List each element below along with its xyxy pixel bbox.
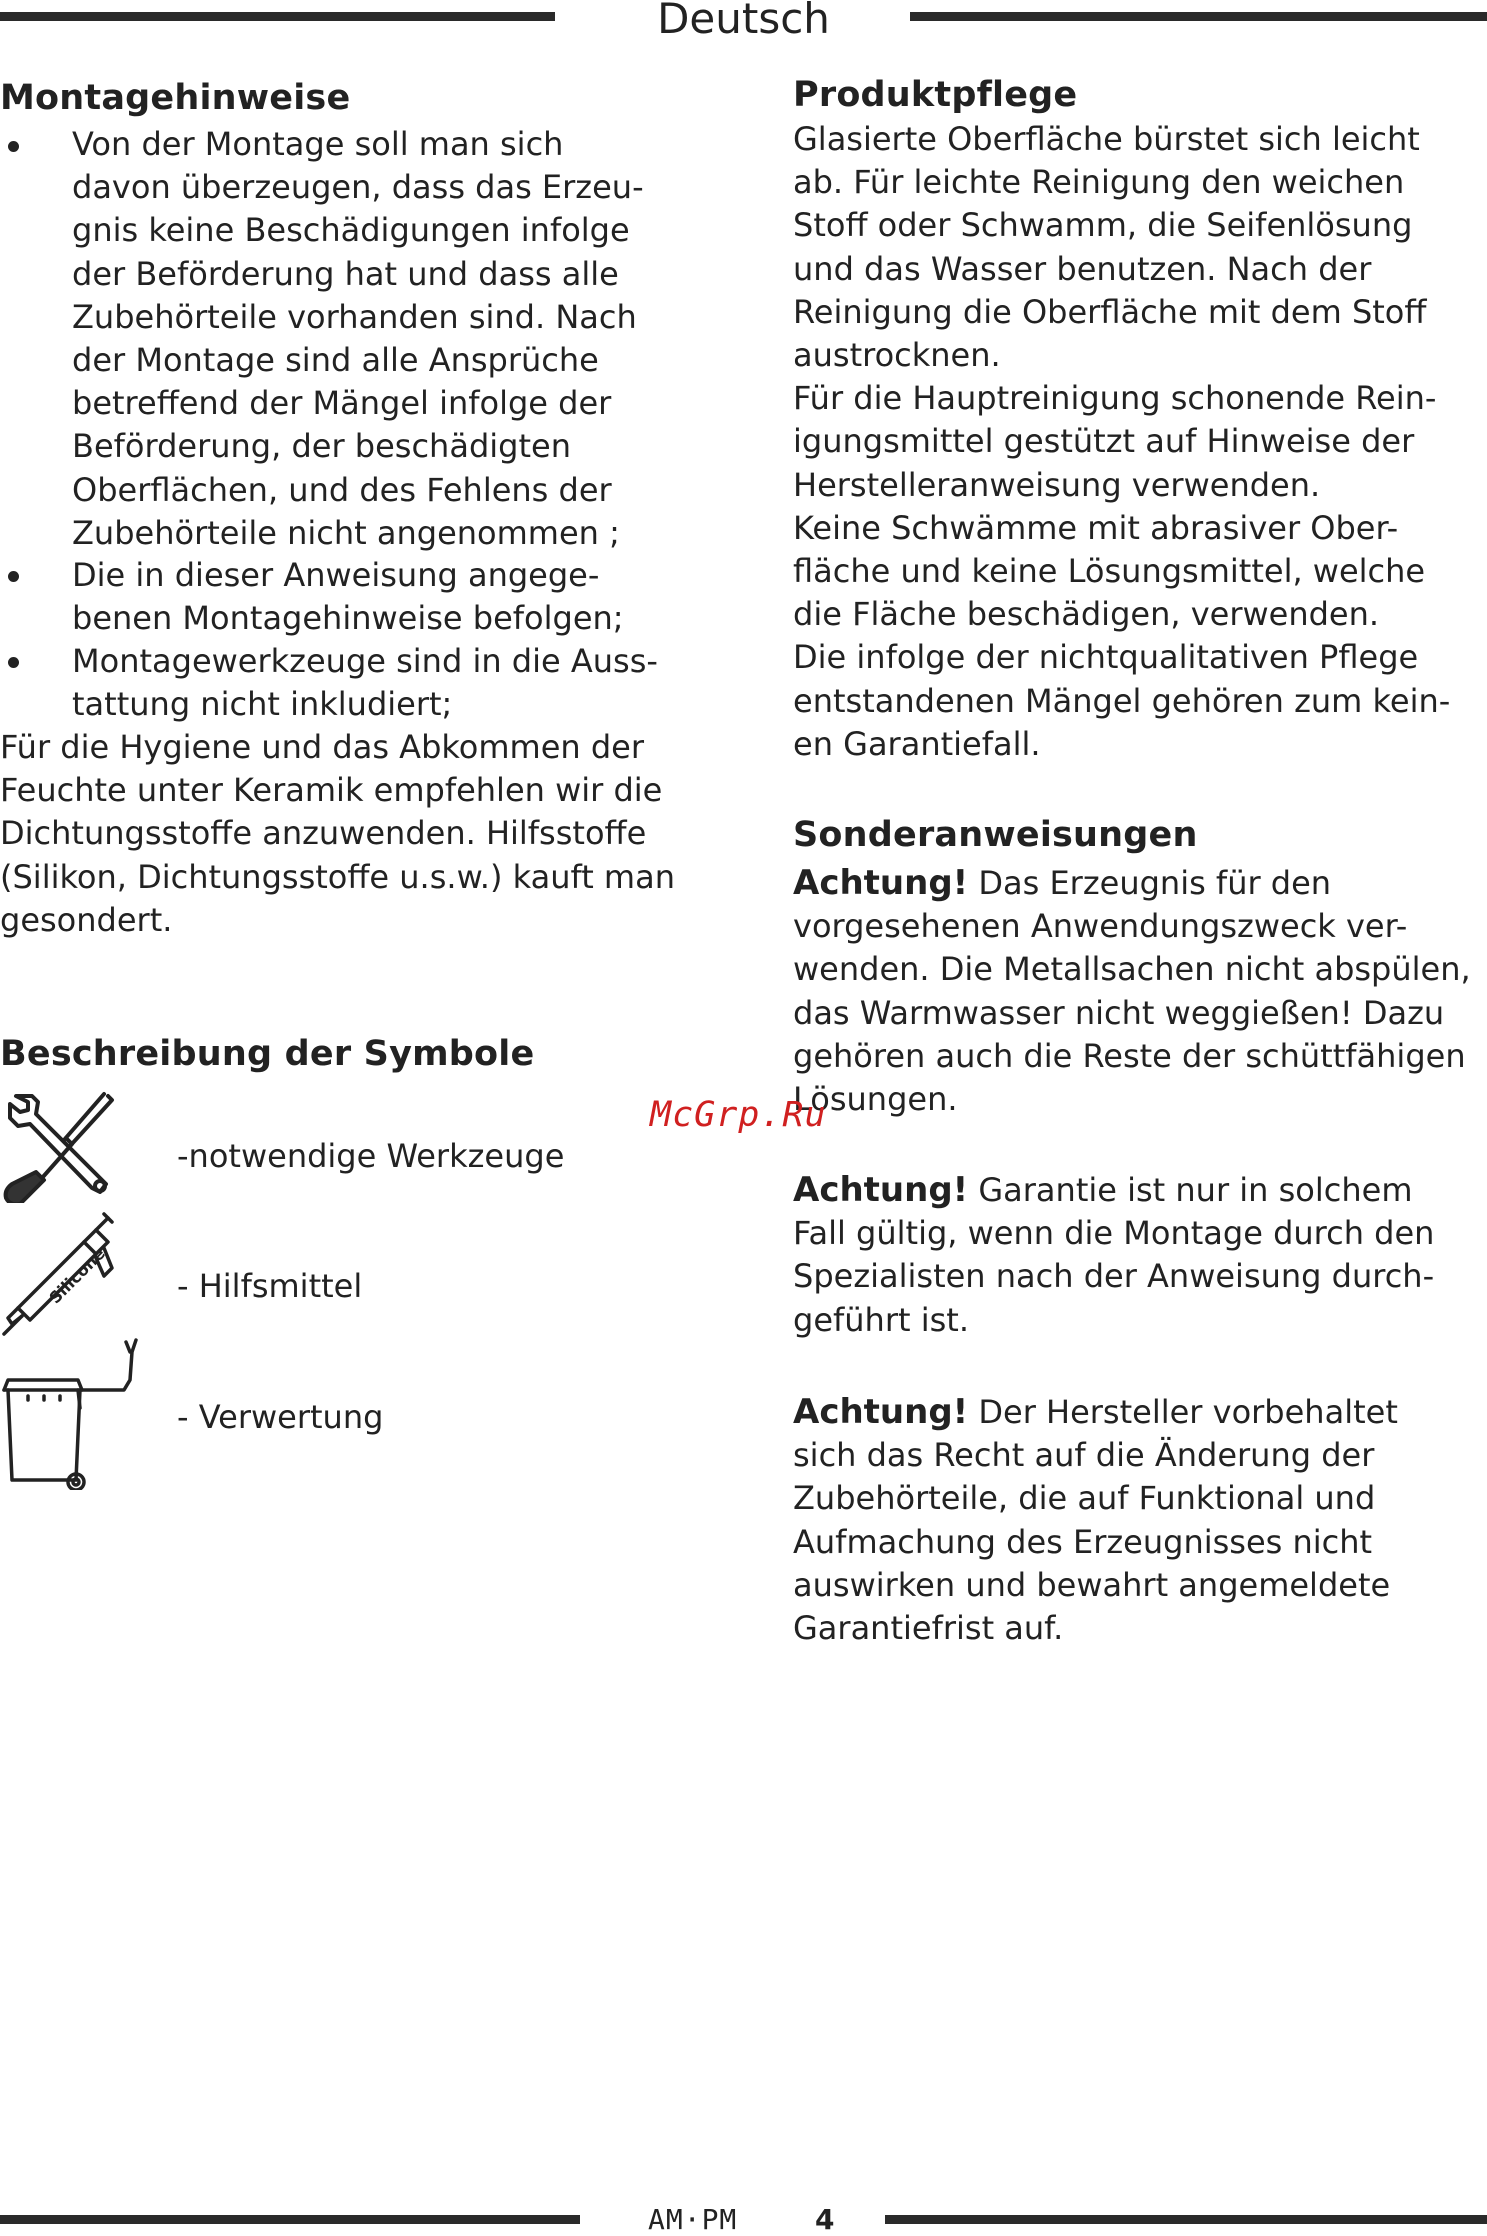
text-line: Montagewerkzeuge sind in die Auss- — [72, 642, 658, 680]
warning-label: Achtung! — [793, 863, 969, 903]
symbol-label-disposal: - Verwertung — [177, 1398, 384, 1436]
text-line: gehören auch die Reste der schüttfähigen — [793, 1036, 1466, 1075]
silicone-label: Silicone — [45, 1244, 109, 1308]
header-language: Deutsch — [657, 0, 830, 43]
page-number: 4 — [815, 2203, 835, 2236]
text-line: der Montage sind alle Ansprüche — [72, 341, 599, 379]
text-line: Zubehörteile, die auf Funktional und — [793, 1479, 1376, 1518]
symbol-label-tools: -notwendige Werkzeuge — [177, 1137, 565, 1175]
text-line: auswirken und bewahrt angemeldete — [793, 1565, 1391, 1604]
text-line: benen Montagehinweise befolgen; — [72, 599, 624, 638]
bullet-dot-1 — [8, 141, 19, 152]
text-line: Aufmachung des Erzeugnisses nicht — [793, 1522, 1373, 1561]
text-line: tattung nicht inkludiert; — [72, 685, 453, 724]
text-line: austrocknen. — [793, 336, 1001, 374]
text-line: geführt ist. — [793, 1300, 969, 1339]
tools-icon — [0, 1088, 115, 1203]
trash-bin-icon — [0, 1338, 140, 1490]
warning-label: Achtung! — [793, 1392, 969, 1432]
text-line: gnis keine Beschädigungen infolge — [72, 211, 630, 250]
text-line: Stoff oder Schwamm, die Seifenlösung — [793, 206, 1413, 245]
text-line: (Silikon, Dichtungsstoffe u.s.w.) kauft man — [0, 857, 675, 896]
montage-title: Montagehinweise — [0, 78, 351, 118]
text-line: Die infolge der nichtqualitativen Pflege — [793, 638, 1419, 677]
text-line: Herstelleranweisung verwenden. — [793, 465, 1321, 504]
warning-text: Garantie ist nur in solchem — [968, 1171, 1413, 1209]
footer-brand-logo: AM·PM — [648, 2203, 738, 2236]
text-line: Von der Montage soll man sich — [72, 125, 564, 163]
watermark: McGrp.Ru — [650, 1095, 827, 1135]
text-line: betreffend der Mängel infolge der — [72, 384, 612, 423]
text-line: Zubehörteile nicht angenommen ; — [72, 513, 620, 552]
text-line: Zubehörteile vorhanden sind. Nach — [72, 297, 637, 336]
text-line: Für die Hauptreinigung schonende Rein- — [793, 379, 1437, 418]
text-line: en Garantiefall. — [793, 724, 1041, 763]
silicone-gun-icon — [0, 1212, 115, 1337]
text-line: die Fläche beschädigen, verwenden. — [793, 595, 1380, 634]
care-title: Produktpflege — [793, 75, 1078, 115]
text-line: Reinigung die Oberfläche mit dem Stoff — [793, 292, 1427, 331]
text-line: Dichtungsstoffe anzuwenden. Hilfsstoffe — [0, 814, 647, 853]
text-line — [793, 1391, 1398, 1434]
special-title: Sonderanweisungen — [793, 815, 1198, 855]
text-line: der Beförderung hat und dass alle — [72, 254, 619, 293]
text-line: entstandenen Mängel gehören zum kein- — [793, 681, 1451, 720]
bullet-dot-3 — [8, 657, 19, 668]
text-line: Oberflächen, und des Fehlens der — [72, 470, 612, 509]
warning-text: Das Erzeugnis für den — [968, 864, 1332, 902]
text-line: davon überzeugen, dass das Erzeu- — [72, 168, 644, 207]
text-line: ab. Für leichte Reinigung den weichen — [793, 163, 1405, 202]
symbol-label-aids: - Hilfsmittel — [177, 1267, 363, 1305]
text-line: vorgesehenen Anwendungszweck ver- — [793, 907, 1408, 946]
text-line: Lösungen. — [793, 1080, 958, 1118]
text-line: igungsmittel gestützt auf Hinweise der — [793, 422, 1415, 461]
text-line: das Warmwasser nicht weggießen! Dazu — [793, 993, 1445, 1032]
text-line: Beförderung, der beschädigten — [72, 427, 571, 466]
warning-label: Achtung! — [793, 1170, 969, 1210]
text-line: Keine Schwämme mit abrasiver Ober- — [793, 508, 1399, 547]
text-line — [793, 1169, 1413, 1212]
text-line: Für die Hygiene und das Abkommen der — [0, 728, 644, 766]
text-line: gesondert. — [0, 900, 173, 939]
text-line: Garantiefrist auf. — [793, 1609, 1064, 1647]
text-line: Glasierte Oberfläche bürstet sich leicht — [793, 120, 1420, 158]
text-line: fläche und keine Lösungsmittel, welche — [793, 552, 1426, 590]
bullet-dot-2 — [8, 571, 19, 582]
warning-text: Der Hersteller vorbehaltet — [968, 1393, 1398, 1431]
text-line: Feuchte unter Keramik empfehlen wir die — [0, 771, 663, 810]
text-line: Die in dieser Anweisung angege- — [72, 556, 600, 594]
text-line: wenden. Die Metallsachen nicht abspülen, — [793, 950, 1471, 989]
text-line: sich das Recht auf die Änderung der — [793, 1436, 1375, 1475]
footer-rule-right — [885, 2215, 1487, 2224]
text-line — [793, 862, 1331, 905]
text-line: Spezialisten nach der Anweisung durch- — [793, 1257, 1435, 1296]
footer-rule-left — [0, 2215, 580, 2224]
symbols-title: Beschreibung der Symbole — [0, 1034, 535, 1074]
text-line: und das Wasser benutzen. Nach der — [793, 249, 1372, 288]
text-line: Fall gültig, wenn die Montage durch den — [793, 1214, 1435, 1253]
